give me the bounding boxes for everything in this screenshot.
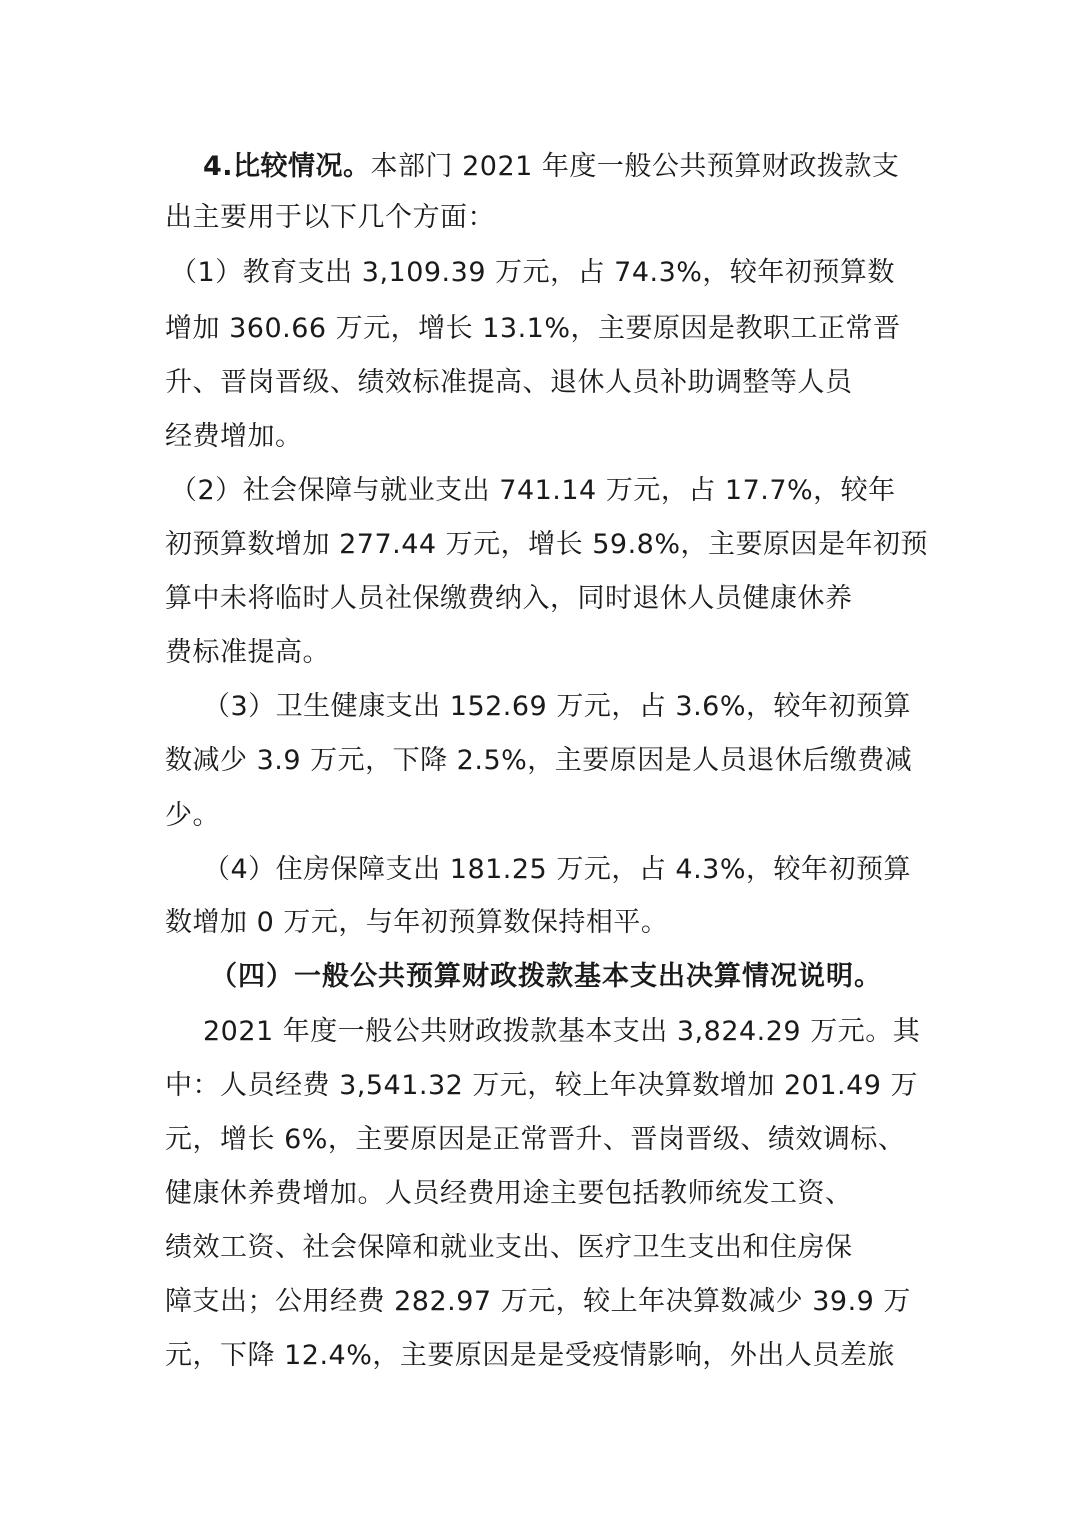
paragraph-line: （2）社会保障与就业支出 741.14 万元，占 17.7%，较年	[170, 475, 896, 506]
paragraph-line: 元，增长 6%，主要原因是正常晋升、晋岗晋级、绩效调标、	[165, 1124, 906, 1155]
paragraph-line: 初预算数增加 277.44 万元，增长 59.8%，主要原因是年初预	[165, 529, 928, 560]
paragraph-line: 绩效工资、社会保障和就业支出、医疗卫生支出和住房保	[165, 1232, 853, 1263]
paragraph-line: 升、晋岗晋级、绩效标准提高、退休人员补助调整等人员	[165, 367, 853, 398]
paragraph-line: 出主要用于以下几个方面：	[165, 202, 495, 233]
paragraph-line: 数减少 3.9 万元，下降 2.5%，主要原因是人员退休后缴费减	[165, 745, 913, 776]
paragraph-line: （3）卫生健康支出 152.69 万元，占 3.6%，较年初预算	[203, 691, 911, 722]
paragraph-line: 中：人员经费 3,541.32 万元，较上年决算数增加 201.49 万	[165, 1070, 919, 1101]
paragraph-line: 障支出；公用经费 282.97 万元，较上年决算数减少 39.9 万	[165, 1286, 911, 1317]
paragraph-line: 2021 年度一般公共财政拨款基本支出 3,824.29 万元。其	[203, 1016, 921, 1047]
subheading: （四）一般公共预算财政拨款基本支出决算情况说明。	[210, 961, 882, 992]
paragraph-line: 费标准提高。	[165, 637, 330, 668]
paragraph-line: （4）住房保障支出 181.25 万元，占 4.3%，较年初预算	[203, 854, 911, 885]
paragraph-line: 经费增加。	[165, 421, 303, 452]
section-title-lead: 4.比较情况。	[203, 151, 371, 182]
paragraph-line: 数增加 0 万元，与年初预算数保持相平。	[165, 907, 669, 938]
section-title-rest: 本部门 2021 年度一般公共预算财政拨款支	[370, 151, 900, 182]
paragraph-line: 少。	[165, 800, 220, 831]
section-title-line	[203, 150, 899, 184]
paragraph-line: 算中未将临时人员社保缴费纳入，同时退休人员健康休养	[165, 583, 853, 614]
paragraph-line: 元，下降 12.4%，主要原因是是受疫情影响，外出人员差旅	[165, 1340, 895, 1371]
paragraph-line: 健康休养费增加。人员经费用途主要包括教师统发工资、	[165, 1178, 853, 1209]
paragraph-line: 增加 360.66 万元，增长 13.1%，主要原因是教职工正常晋	[165, 313, 901, 344]
paragraph-line: （1）教育支出 3,109.39 万元，占 74.3%，较年初预算数	[170, 257, 895, 288]
